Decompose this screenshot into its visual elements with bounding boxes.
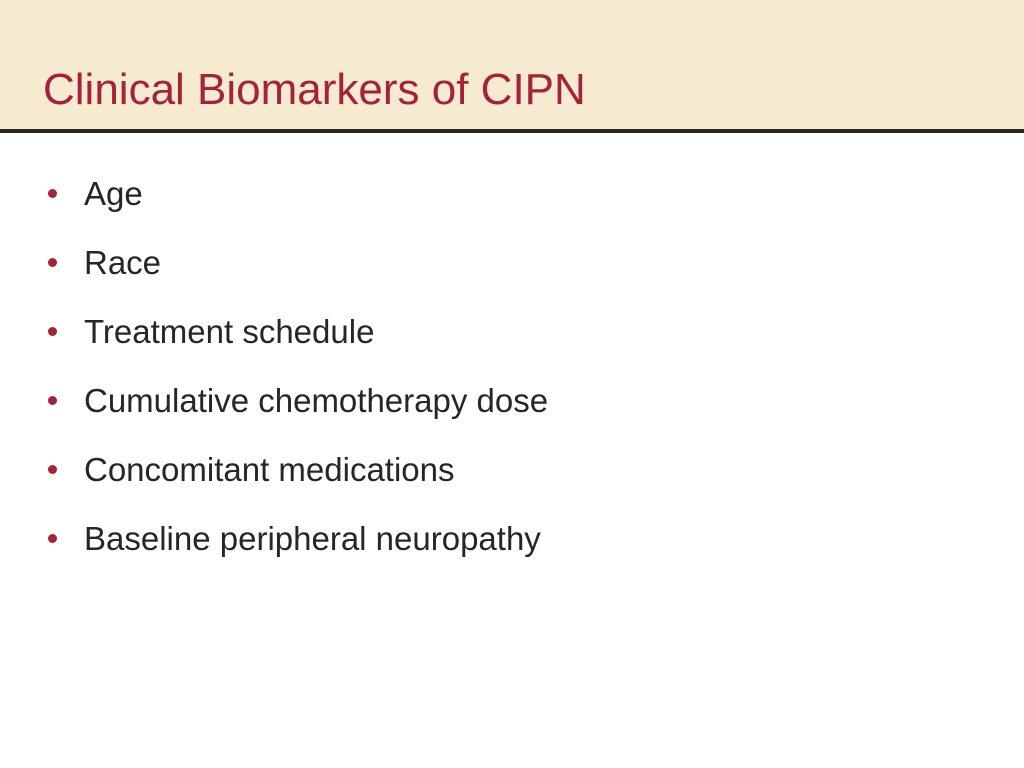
bullet-item <box>48 504 988 573</box>
bullet-dot-icon <box>48 465 57 474</box>
bullet-dot-icon <box>48 396 57 405</box>
bullet-list <box>48 159 988 573</box>
bullet-text-cumulative-chemotherapy-dose: Cumulative chemotherapy dose <box>84 381 549 419</box>
bullet-item <box>48 366 988 435</box>
bullet-item <box>48 435 988 504</box>
bullet-item <box>48 228 988 297</box>
bullet-dot-icon <box>48 258 57 267</box>
bullet-text-age: Age <box>84 174 143 212</box>
bullet-text-treatment-schedule: Treatment schedule <box>84 312 375 350</box>
title-divider <box>0 129 1024 133</box>
bullet-item <box>48 297 988 366</box>
bullet-text-concomitant-medications: Concomitant medications <box>84 450 455 488</box>
bullet-text-race: Race <box>84 243 162 281</box>
bullet-item <box>48 159 988 228</box>
slide-title: Clinical Biomarkers of CIPN <box>43 65 586 114</box>
bullet-dot-icon <box>48 534 57 543</box>
bullet-dot-icon <box>48 327 57 336</box>
bullet-text-baseline-peripheral-neuropathy: Baseline peripheral neuropathy <box>84 519 541 557</box>
bullet-dot-icon <box>48 189 57 198</box>
